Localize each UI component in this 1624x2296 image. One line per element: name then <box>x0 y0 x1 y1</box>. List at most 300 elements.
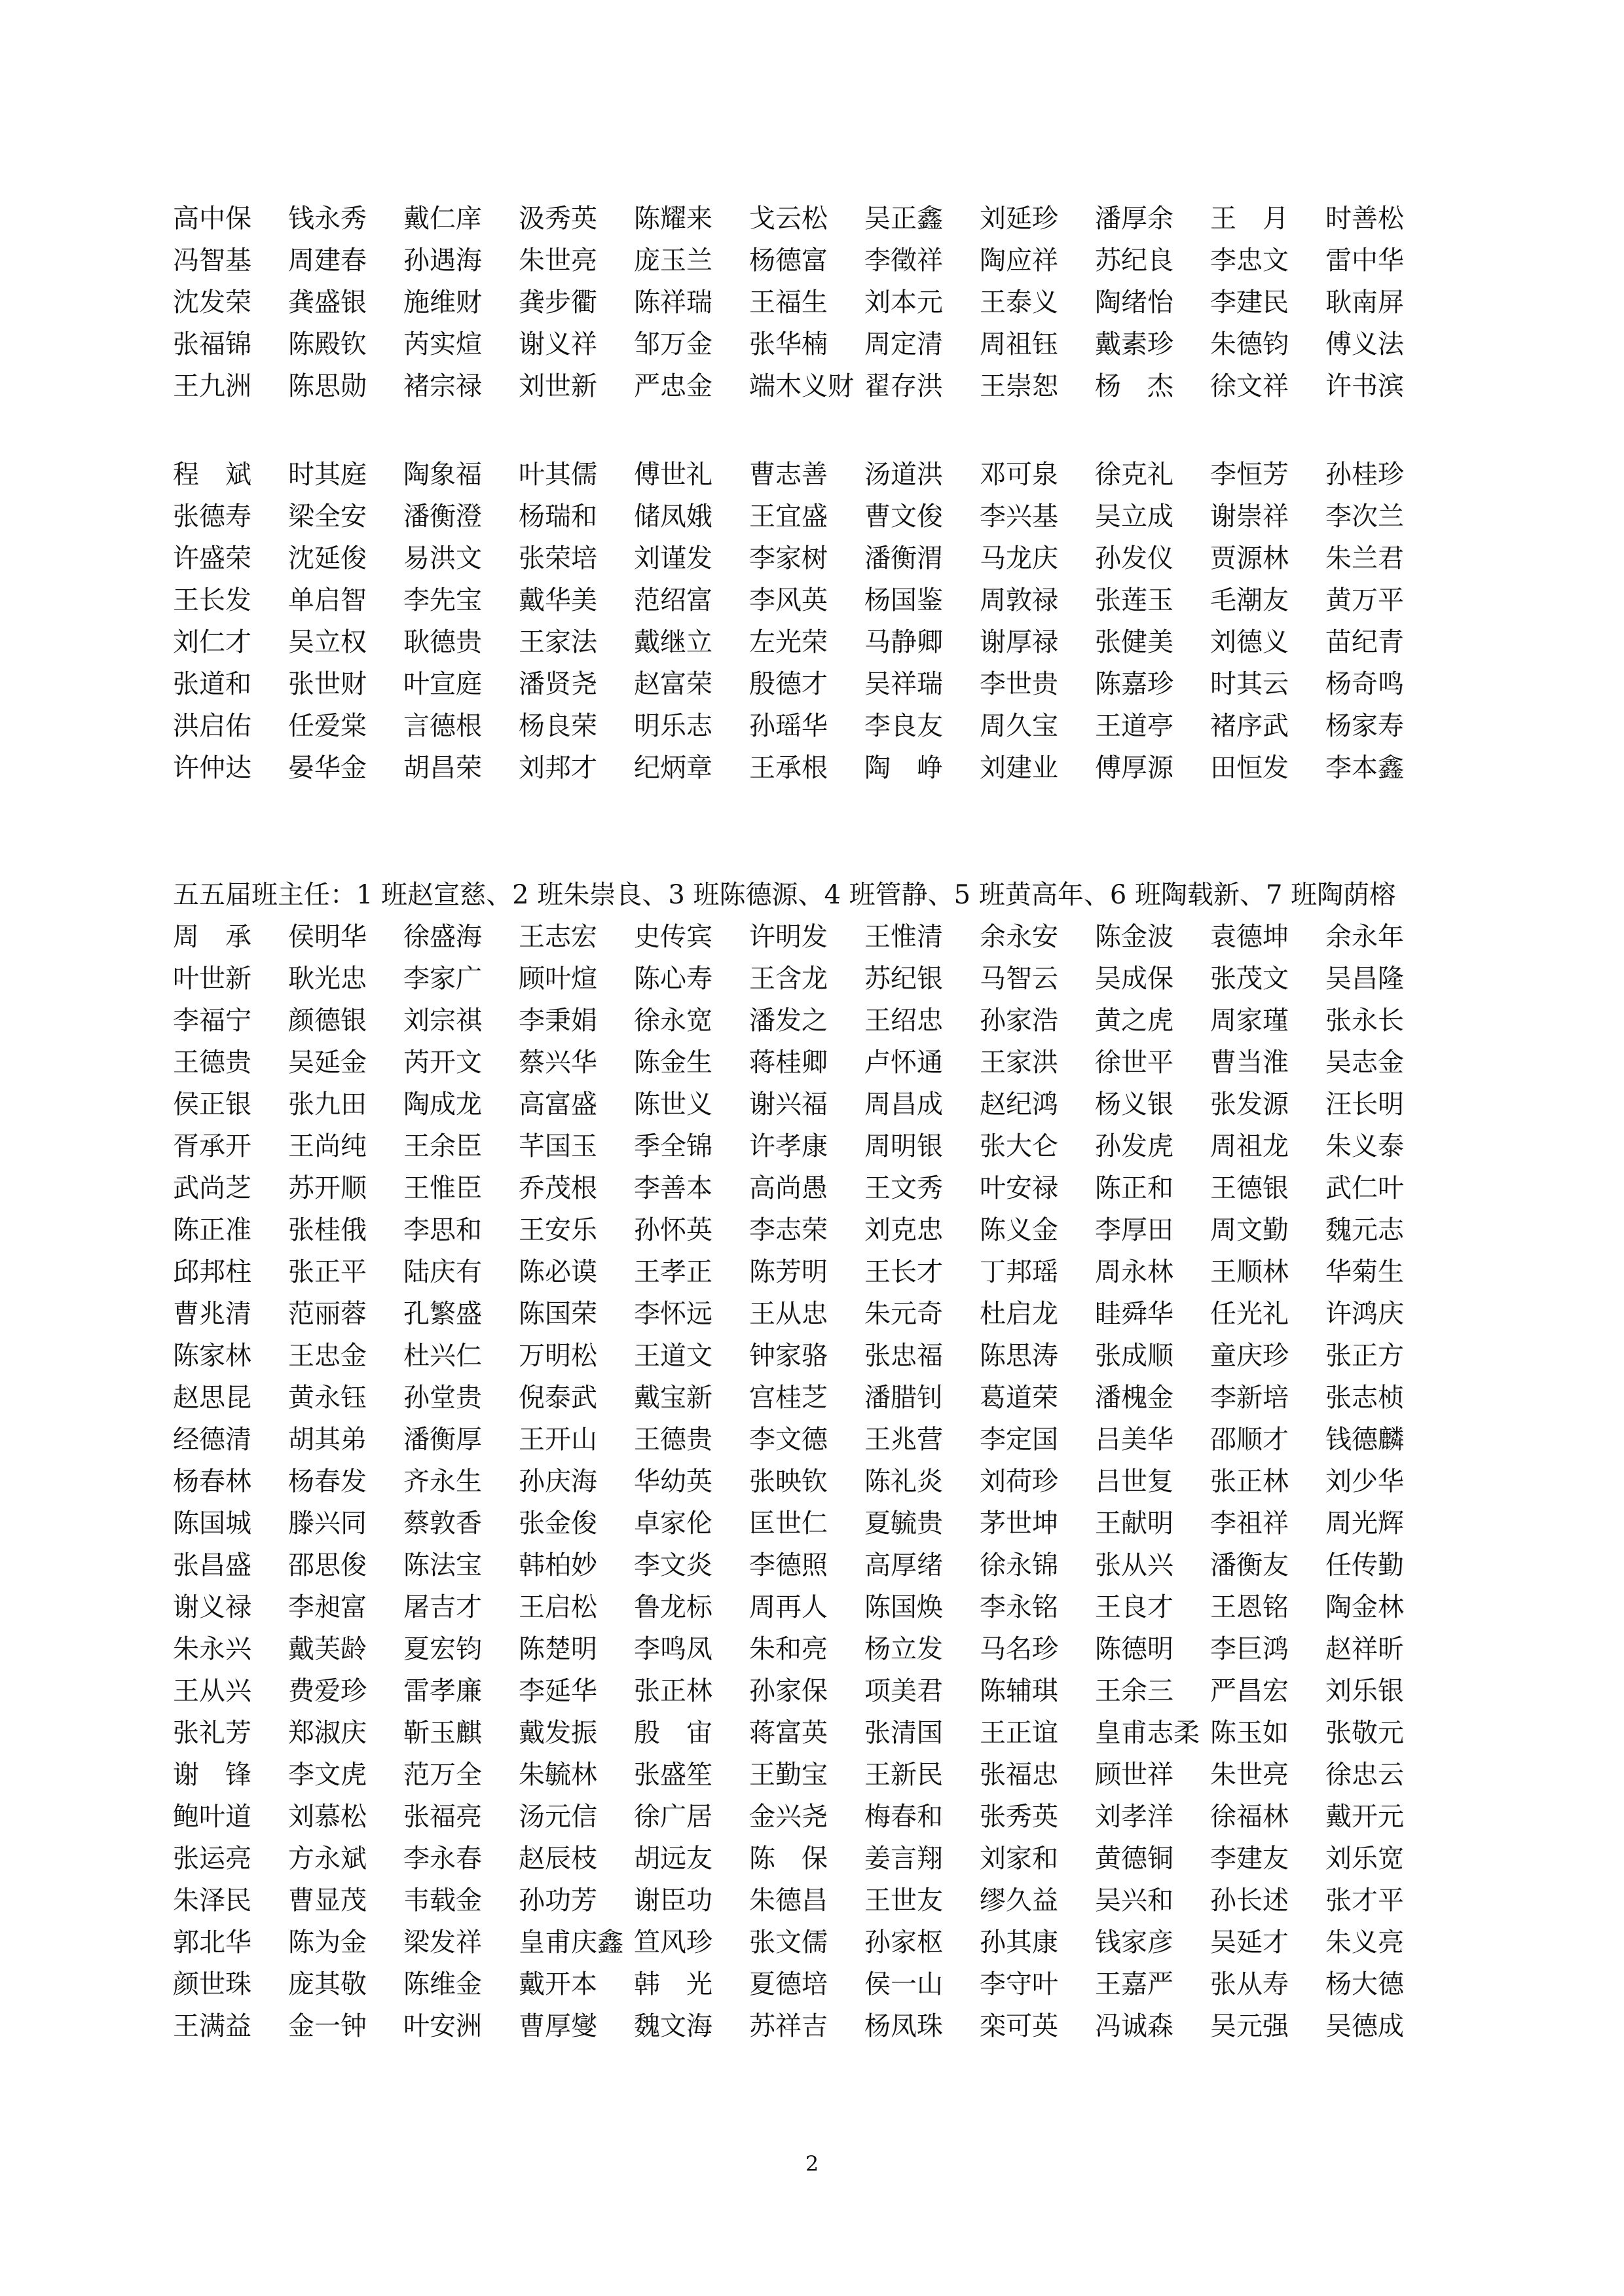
person-name: 戴继立 <box>634 627 712 657</box>
name-row <box>173 958 1441 1000</box>
person-name: 陈世义 <box>634 1089 712 1120</box>
person-name: 叶安洲 <box>403 2011 482 2041</box>
person-name: 戴开元 <box>1325 1802 1404 1832</box>
person-name: 马名珍 <box>980 1634 1058 1664</box>
person-name: 韩 光 <box>634 1969 712 1999</box>
name-row <box>173 1419 1441 1461</box>
person-name: 汲秀英 <box>519 204 597 234</box>
person-name: 梁发祥 <box>403 1927 482 1958</box>
person-name: 蒋富英 <box>749 1718 828 1748</box>
person-name: 朱元奇 <box>864 1299 943 1329</box>
name-list-section-3 <box>173 916 1441 2047</box>
person-name: 刘乐宽 <box>1325 1844 1404 1874</box>
person-name: 端木义财 <box>749 371 854 401</box>
person-name: 李世贵 <box>980 669 1058 699</box>
person-name: 谢厚禄 <box>980 627 1058 657</box>
name-row <box>173 1503 1441 1544</box>
person-name: 张荣培 <box>519 543 597 574</box>
person-name: 卢怀通 <box>864 1048 943 1078</box>
person-name: 耿德贵 <box>403 627 482 657</box>
person-name: 张福亮 <box>403 1802 482 1832</box>
person-name: 傅世礼 <box>634 460 712 490</box>
person-name: 范绍富 <box>634 585 712 615</box>
person-name: 戴华美 <box>519 585 597 615</box>
person-name: 韦载金 <box>403 1886 482 1916</box>
name-row <box>173 621 1441 663</box>
person-name: 周昌成 <box>864 1089 943 1120</box>
person-name: 徐福林 <box>1210 1802 1289 1832</box>
person-name: 李忠文 <box>1210 246 1289 276</box>
person-name: 耿南屏 <box>1325 287 1404 318</box>
person-name: 杨家寿 <box>1325 711 1404 741</box>
person-name: 蒋桂卿 <box>749 1048 828 1078</box>
person-name: 洪启佑 <box>173 711 251 741</box>
name-row <box>173 1209 1441 1251</box>
person-name: 李永春 <box>403 1844 482 1874</box>
person-name: 鲍叶道 <box>173 1802 251 1832</box>
person-name: 马智云 <box>980 964 1058 994</box>
name-row <box>173 1754 1441 1796</box>
person-name: 杨大德 <box>1325 1969 1404 1999</box>
person-name: 钱家彦 <box>1095 1927 1173 1958</box>
person-name: 余永安 <box>980 922 1058 952</box>
name-row <box>173 1251 1441 1293</box>
person-name: 明乐志 <box>634 711 712 741</box>
person-name: 时其云 <box>1210 669 1289 699</box>
person-name: 陈祥瑞 <box>634 287 712 318</box>
person-name: 徐克礼 <box>1095 460 1173 490</box>
person-name: 李定国 <box>980 1425 1058 1455</box>
person-name: 朱义泰 <box>1325 1131 1404 1161</box>
person-name: 王世友 <box>864 1886 943 1916</box>
person-name: 王满益 <box>173 2011 251 2041</box>
person-name: 褚序武 <box>1210 711 1289 741</box>
person-name: 陈维金 <box>403 1969 482 1999</box>
person-name: 张健美 <box>1095 627 1173 657</box>
person-name: 许鸿庆 <box>1325 1299 1404 1329</box>
person-name: 李徵祥 <box>864 246 943 276</box>
person-name: 张运亮 <box>173 1844 251 1874</box>
person-name: 高中保 <box>173 204 251 234</box>
person-name: 王长才 <box>864 1257 943 1287</box>
person-name: 徐文祥 <box>1210 371 1289 401</box>
person-name: 刘宗祺 <box>403 1006 482 1036</box>
person-name: 高尚愚 <box>749 1173 828 1203</box>
person-name: 张华楠 <box>749 329 828 359</box>
person-name: 邓可泉 <box>980 460 1058 490</box>
name-row <box>173 538 1441 579</box>
person-name: 孙堂贵 <box>403 1383 482 1413</box>
person-name: 陈金波 <box>1095 922 1173 952</box>
person-name: 马龙庆 <box>980 543 1058 574</box>
person-name: 周明银 <box>864 1131 943 1161</box>
person-name: 王从忠 <box>749 1299 828 1329</box>
person-name: 武仁叶 <box>1325 1173 1404 1203</box>
person-name: 孙桂珍 <box>1325 460 1404 490</box>
page-number: 2 <box>805 2151 819 2176</box>
person-name: 李思和 <box>403 1215 482 1245</box>
person-name: 周定清 <box>864 329 943 359</box>
person-name: 梁全安 <box>288 501 367 532</box>
person-name: 谢臣功 <box>634 1886 712 1916</box>
person-name: 周敦禄 <box>980 585 1058 615</box>
person-name: 周再人 <box>749 1592 828 1622</box>
person-name: 孙怀英 <box>634 1215 712 1245</box>
person-name: 戴开本 <box>519 1969 597 1999</box>
name-row <box>173 1838 1441 1880</box>
person-name: 李良友 <box>864 711 943 741</box>
person-name: 杨奇鸣 <box>1325 669 1404 699</box>
person-name: 刘家和 <box>980 1844 1058 1874</box>
person-name: 傅厚源 <box>1095 753 1173 783</box>
person-name: 方永斌 <box>288 1844 367 1874</box>
person-name: 张福忠 <box>980 1760 1058 1790</box>
person-name: 王正谊 <box>980 1718 1058 1748</box>
person-name: 刘谨发 <box>634 543 712 574</box>
name-row <box>173 1922 1441 1963</box>
person-name: 杨义银 <box>1095 1089 1173 1120</box>
person-name: 李守叶 <box>980 1969 1058 1999</box>
person-name: 庞玉兰 <box>634 246 712 276</box>
person-name: 张志桢 <box>1325 1383 1404 1413</box>
person-name: 钱永秀 <box>288 204 367 234</box>
person-name: 王长发 <box>173 585 251 615</box>
name-list-section-1 <box>173 198 1441 407</box>
name-row <box>173 1880 1441 1922</box>
person-name: 张桂俄 <box>288 1215 367 1245</box>
person-name: 蔡兴华 <box>519 1048 597 1078</box>
person-name: 李祖祥 <box>1210 1508 1289 1539</box>
person-name: 王绍忠 <box>864 1006 943 1036</box>
person-name: 童庆珍 <box>1210 1341 1289 1371</box>
name-row <box>173 496 1441 538</box>
person-name: 吴正鑫 <box>864 204 943 234</box>
person-name: 梅春和 <box>864 1802 943 1832</box>
person-name: 朱德昌 <box>749 1886 828 1916</box>
person-name: 王孝正 <box>634 1257 712 1287</box>
person-name: 周久宝 <box>980 711 1058 741</box>
person-name: 张福锦 <box>173 329 251 359</box>
person-name: 张映钦 <box>749 1467 828 1497</box>
person-name: 朱兰君 <box>1325 543 1404 574</box>
person-name: 黄永钰 <box>288 1383 367 1413</box>
person-name: 李鸣凤 <box>634 1634 712 1664</box>
person-name: 许书滨 <box>1325 371 1404 401</box>
person-name: 王道亭 <box>1095 711 1173 741</box>
person-name: 叶世新 <box>173 964 251 994</box>
person-name: 侯明华 <box>288 922 367 952</box>
name-row <box>173 1377 1441 1419</box>
person-name: 倪泰武 <box>519 1383 597 1413</box>
person-name: 李兴基 <box>980 501 1058 532</box>
person-name: 魏元志 <box>1325 1215 1404 1245</box>
person-name: 王家法 <box>519 627 597 657</box>
person-name: 许明发 <box>749 922 828 952</box>
person-name: 陈为金 <box>288 1927 367 1958</box>
person-name: 吴昌隆 <box>1325 964 1404 994</box>
person-name: 孙长述 <box>1210 1886 1289 1916</box>
person-name: 孙其康 <box>980 1927 1058 1958</box>
person-name: 曹志善 <box>749 460 828 490</box>
person-name: 李家树 <box>749 543 828 574</box>
person-name: 孙发仪 <box>1095 543 1173 574</box>
person-name: 任爱棠 <box>288 711 367 741</box>
person-name: 鲁龙标 <box>634 1592 712 1622</box>
person-name: 华菊生 <box>1325 1257 1404 1287</box>
person-name: 徐世平 <box>1095 1048 1173 1078</box>
person-name: 高富盛 <box>519 1089 597 1120</box>
person-name: 皇甫志柔 <box>1095 1718 1200 1748</box>
name-row <box>173 1000 1441 1042</box>
person-name: 李文炎 <box>634 1550 712 1580</box>
person-name: 芊国玉 <box>519 1131 597 1161</box>
person-name: 易洪文 <box>403 543 482 574</box>
person-name: 王崇恕 <box>980 371 1058 401</box>
person-name: 晏华金 <box>288 753 367 783</box>
person-name: 潘衡渭 <box>864 543 943 574</box>
person-name: 陈耀来 <box>634 204 712 234</box>
person-name: 陈家林 <box>173 1341 251 1371</box>
person-name: 孙家浩 <box>980 1006 1058 1036</box>
person-name: 孙家枢 <box>864 1927 943 1958</box>
person-name: 徐忠云 <box>1325 1760 1404 1790</box>
name-row <box>173 1963 1441 2005</box>
name-row <box>173 323 1441 365</box>
person-name: 李善本 <box>634 1173 712 1203</box>
person-name: 李厚田 <box>1095 1215 1173 1245</box>
class-teachers-heading: 五五届班主任：1 班赵宣慈、2 班朱崇良、3 班陈德源、4 班管静、5 班黄高年、6 班陶载新、7 班陶荫榕 <box>173 880 1396 910</box>
person-name: 刘本元 <box>864 287 943 318</box>
name-row <box>173 1293 1441 1335</box>
person-name: 赵祥昕 <box>1325 1634 1404 1664</box>
person-name: 栾可英 <box>980 2011 1058 2041</box>
person-name: 张德寿 <box>173 501 251 532</box>
person-name: 李志荣 <box>749 1215 828 1245</box>
person-name: 陈玉如 <box>1210 1718 1289 1748</box>
person-name: 潘衡厚 <box>403 1425 482 1455</box>
person-name: 吴志金 <box>1325 1048 1404 1078</box>
name-row <box>173 1042 1441 1084</box>
person-name: 谢 锋 <box>173 1760 251 1790</box>
person-name: 杨立发 <box>864 1634 943 1664</box>
person-name: 马静卿 <box>864 627 943 657</box>
person-name: 谢兴福 <box>749 1089 828 1120</box>
person-name: 刘克忠 <box>864 1215 943 1245</box>
person-name: 陈辅琪 <box>980 1676 1058 1706</box>
person-name: 芮实煊 <box>403 329 482 359</box>
person-name: 潘厚余 <box>1095 204 1173 234</box>
person-name: 李福宁 <box>173 1006 251 1036</box>
person-name: 陈国城 <box>173 1508 251 1539</box>
person-name: 张茂文 <box>1210 964 1289 994</box>
person-name: 曹当淮 <box>1210 1048 1289 1078</box>
person-name: 任传勤 <box>1325 1550 1404 1580</box>
person-name: 赵纪鸿 <box>980 1089 1058 1120</box>
person-name: 张才平 <box>1325 1886 1404 1916</box>
person-name: 郑淑庆 <box>288 1718 367 1748</box>
name-row <box>173 579 1441 621</box>
person-name: 蔡敦香 <box>403 1508 482 1539</box>
person-name: 李建民 <box>1210 287 1289 318</box>
person-name: 冯智基 <box>173 246 251 276</box>
person-name: 陈正和 <box>1095 1173 1173 1203</box>
person-name: 苗纪青 <box>1325 627 1404 657</box>
person-name: 刘少华 <box>1325 1467 1404 1497</box>
person-name: 王文秀 <box>864 1173 943 1203</box>
person-name: 胡远友 <box>634 1844 712 1874</box>
name-row <box>173 1628 1441 1670</box>
person-name: 刘荷珍 <box>980 1467 1058 1497</box>
person-name: 陈国焕 <box>864 1592 943 1622</box>
person-name: 顾世祥 <box>1095 1760 1173 1790</box>
person-name: 陈必谟 <box>519 1257 597 1287</box>
person-name: 王德贵 <box>173 1048 251 1078</box>
person-name: 王福生 <box>749 287 828 318</box>
person-name: 庞其敬 <box>288 1969 367 1999</box>
person-name: 杨 杰 <box>1095 371 1173 401</box>
person-name: 谢义祥 <box>519 329 597 359</box>
person-name: 项美君 <box>864 1676 943 1706</box>
person-name: 王嘉严 <box>1095 1969 1173 1999</box>
person-name: 陈 保 <box>749 1844 828 1874</box>
name-row <box>173 1796 1441 1838</box>
person-name: 齐永生 <box>403 1467 482 1497</box>
name-row <box>173 2005 1441 2047</box>
person-name: 华幼英 <box>634 1467 712 1497</box>
person-name: 夏毓贵 <box>864 1508 943 1539</box>
person-name: 殷 宙 <box>634 1718 712 1748</box>
name-row <box>173 663 1441 705</box>
person-name: 朱永兴 <box>173 1634 251 1664</box>
person-name: 李德照 <box>749 1550 828 1580</box>
person-name: 左光荣 <box>749 627 828 657</box>
person-name: 任光礼 <box>1210 1299 1289 1329</box>
name-row <box>173 1712 1441 1754</box>
person-name: 吕美华 <box>1095 1425 1173 1455</box>
person-name: 沈发荣 <box>173 287 251 318</box>
person-name: 潘槐金 <box>1095 1383 1173 1413</box>
person-name: 周光辉 <box>1325 1508 1404 1539</box>
person-name: 王新民 <box>864 1760 943 1790</box>
person-name: 王开山 <box>519 1425 597 1455</box>
person-name: 曹兆清 <box>173 1299 251 1329</box>
person-name: 周祖龙 <box>1210 1131 1289 1161</box>
person-name: 胡昌荣 <box>403 753 482 783</box>
name-row <box>173 1586 1441 1628</box>
person-name: 王德贵 <box>634 1425 712 1455</box>
person-name: 杨凤珠 <box>864 2011 943 2041</box>
person-name: 雷中华 <box>1325 246 1404 276</box>
person-name: 钱德麟 <box>1325 1425 1404 1455</box>
person-name: 沈延俊 <box>288 543 367 574</box>
person-name: 袁德坤 <box>1210 922 1289 952</box>
person-name: 王含龙 <box>749 964 828 994</box>
person-name: 叶其儒 <box>519 460 597 490</box>
person-name: 张文儒 <box>749 1927 828 1958</box>
person-name: 靳玉麒 <box>403 1718 482 1748</box>
person-name: 张忠福 <box>864 1341 943 1371</box>
person-name: 颜德银 <box>288 1006 367 1036</box>
person-name: 吴延金 <box>288 1048 367 1078</box>
person-name: 田恒发 <box>1210 753 1289 783</box>
person-name: 陆庆有 <box>403 1257 482 1287</box>
person-name: 张正林 <box>1210 1467 1289 1497</box>
person-name: 刘邦才 <box>519 753 597 783</box>
person-name: 陶绪怡 <box>1095 287 1173 318</box>
person-name: 孙瑶华 <box>749 711 828 741</box>
person-name: 王安乐 <box>519 1215 597 1245</box>
person-name: 王惟清 <box>864 922 943 952</box>
person-name: 戴仁庠 <box>403 204 482 234</box>
person-name: 黄万平 <box>1325 585 1404 615</box>
person-name: 王宜盛 <box>749 501 828 532</box>
name-row <box>173 365 1441 407</box>
person-name: 谢义禄 <box>173 1592 251 1622</box>
person-name: 苏纪良 <box>1095 246 1173 276</box>
person-name: 皇甫庆鑫 <box>519 1927 623 1958</box>
person-name: 陈楚明 <box>519 1634 597 1664</box>
person-name: 邵思俊 <box>288 1550 367 1580</box>
person-name: 张敬元 <box>1325 1718 1404 1748</box>
person-name: 叶宣庭 <box>403 669 482 699</box>
person-name: 李秉娟 <box>519 1006 597 1036</box>
person-name: 张金俊 <box>519 1508 597 1539</box>
person-name: 陈金生 <box>634 1048 712 1078</box>
name-row <box>173 1544 1441 1586</box>
person-name: 陈义金 <box>980 1215 1058 1245</box>
person-name: 许仲达 <box>173 753 251 783</box>
person-name: 吴成保 <box>1095 964 1173 994</box>
person-name: 翟存洪 <box>864 371 943 401</box>
person-name: 贾源林 <box>1210 543 1289 574</box>
person-name: 周 承 <box>173 922 251 952</box>
person-name: 孙庆海 <box>519 1467 597 1497</box>
person-name: 朱泽民 <box>173 1886 251 1916</box>
person-name: 杨国鉴 <box>864 585 943 615</box>
person-name: 许孝康 <box>749 1131 828 1161</box>
person-name: 夏宏钧 <box>403 1634 482 1664</box>
person-name: 朱和亮 <box>749 1634 828 1664</box>
person-name: 张正平 <box>288 1257 367 1287</box>
person-name: 卓家伦 <box>634 1508 712 1539</box>
name-row <box>173 198 1441 240</box>
person-name: 朱毓林 <box>519 1760 597 1790</box>
person-name: 王九洲 <box>173 371 251 401</box>
person-name: 刘世新 <box>519 371 597 401</box>
name-row <box>173 240 1441 282</box>
person-name: 陈思涛 <box>980 1341 1058 1371</box>
person-name: 眭舜华 <box>1095 1299 1173 1329</box>
person-name: 颜世珠 <box>173 1969 251 1999</box>
person-name: 张永长 <box>1325 1006 1404 1036</box>
person-name: 张从兴 <box>1095 1550 1173 1580</box>
person-name: 陈思勋 <box>288 371 367 401</box>
person-name: 潘发之 <box>749 1006 828 1036</box>
person-name: 姜言翔 <box>864 1844 943 1874</box>
person-name: 李建友 <box>1210 1844 1289 1874</box>
person-name: 孙家保 <box>749 1676 828 1706</box>
person-name: 汤元信 <box>519 1802 597 1832</box>
person-name: 谢崇祥 <box>1210 501 1289 532</box>
name-row <box>173 454 1441 496</box>
person-name: 徐永宽 <box>634 1006 712 1036</box>
person-name: 王家洪 <box>980 1048 1058 1078</box>
person-name: 陈嘉珍 <box>1095 669 1173 699</box>
person-name: 侯正银 <box>173 1089 251 1120</box>
person-name: 王惟臣 <box>403 1173 482 1203</box>
person-name: 施维财 <box>403 287 482 318</box>
person-name: 张昌盛 <box>173 1550 251 1580</box>
